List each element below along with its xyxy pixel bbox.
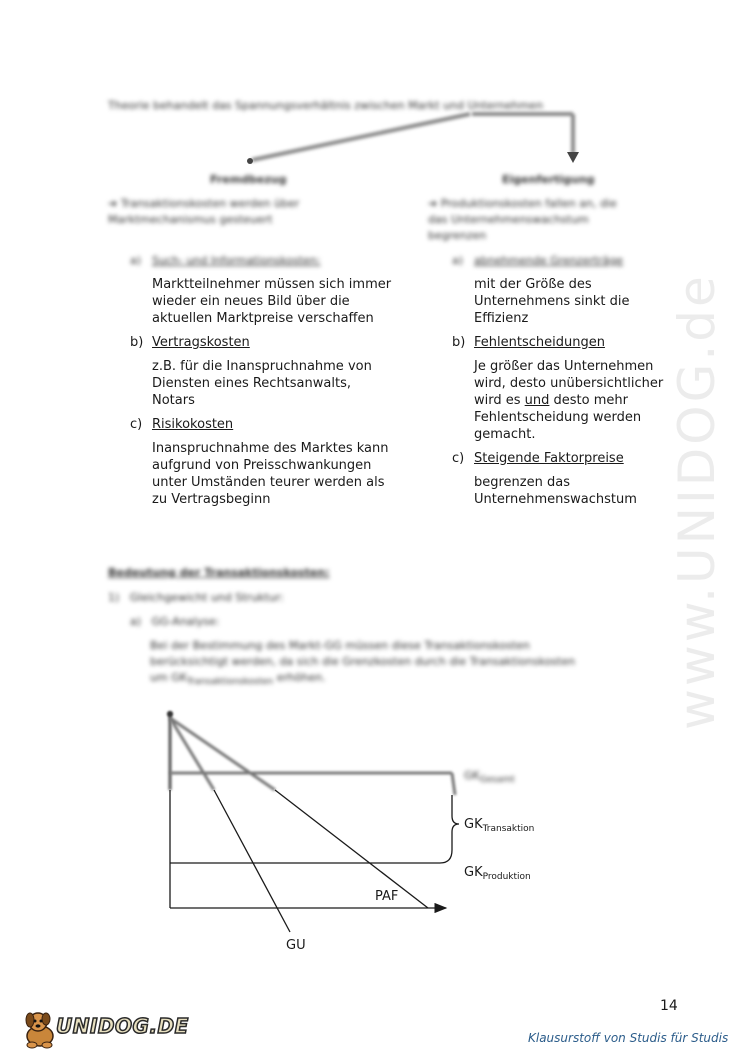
right-item-c-body-2: Unternehmenswachstum: [474, 492, 637, 507]
right-item-b-body-3: wird es und desto mehr: [474, 393, 628, 408]
left-arrow-text-1: ➔ Transaktionskosten werden über: [108, 197, 300, 210]
left-item-b-marker: b): [130, 335, 144, 350]
right-item-c-title: Steigende Faktorpreise: [474, 451, 624, 466]
watermark: www.UNIDOG.de: [668, 273, 726, 730]
right-item-c-marker: c): [452, 451, 465, 466]
right-item-b-marker: b): [452, 335, 466, 350]
left-item-c-body-4: zu Vertragsbeginn: [152, 492, 271, 507]
cost-diagram: [0, 700, 750, 960]
transaction-bracket: [440, 795, 459, 863]
page-number: 14: [660, 998, 678, 1014]
bracket-top: [452, 773, 455, 795]
right-item-b-title: Fehlentscheidungen: [474, 335, 605, 350]
left-item-c-title: Risikokosten: [152, 417, 234, 432]
right-heading: Eigenfertigung: [502, 173, 595, 186]
footer-slogan: Klausurstoff von Studis für Studis: [528, 1031, 729, 1045]
right-item-b-body-5: gemacht.: [474, 427, 536, 442]
label-paf: PAF: [375, 889, 399, 904]
header-sentence: Theorie behandelt das Spannungsverhältnis zwischen Markt und Unternehmen: [108, 99, 544, 112]
right-item-b-body-1: Je größer das Unternehmen: [474, 359, 654, 374]
section-sub1: 1) Gleichgewicht und Struktur:: [108, 591, 284, 604]
left-heading: Fremdbezug: [210, 173, 287, 186]
left-item-c-body-3: unter Umständen teurer werden als: [152, 475, 385, 490]
right-item-c-body-1: begrenzen das: [474, 475, 570, 490]
left-item-b-title: Vertragskosten: [152, 335, 250, 350]
left-item-c-body-1: Inanspruchnahme des Marktes kann: [152, 441, 389, 456]
right-item-b-body-4: Fehlentscheidung werden: [474, 410, 642, 425]
paf-line: [275, 790, 428, 908]
right-item-a-body-2: Unternehmens sinkt die: [474, 294, 630, 309]
left-item-b-body-3: Notars: [152, 393, 195, 408]
left-item-b-body-1: z.B. für die Inanspruchnahme von: [152, 359, 372, 374]
header-arrows: [0, 0, 750, 200]
right-item-a-title: abnehmende Grenzerträge: [474, 254, 624, 267]
right-arrow-text-3: begrenzen: [428, 229, 487, 242]
section-sub2: a) GG-Analyse:: [130, 615, 220, 628]
left-item-b-body-2: Diensten eines Rechtsanwalts,: [152, 376, 351, 391]
dog-logo-icon: [20, 1008, 60, 1050]
left-item-a-marker: a): [130, 254, 142, 267]
label-gk-transaktion: $GK_{Transaktion}$: [464, 817, 535, 834]
left-item-a-body-2: wieder ein neues Bild über die: [152, 294, 350, 309]
left-item-c-marker: c): [130, 417, 143, 432]
label-gk-produktion: $GK_{Produktion}$: [464, 865, 531, 882]
left-item-a-title: Such- und Informationskosten:: [152, 254, 321, 267]
logo-text: UNIDOG.DE: [56, 1014, 189, 1038]
left-arrow-text-2: Marktmechanismus gesteuert: [108, 213, 273, 226]
right-item-a-body-1: mit der Größe des: [474, 277, 592, 292]
section-para-2: berücksichtigt werden, da sich die Grenzkosten durch die Transaktionskosten: [150, 655, 576, 668]
right-arrow-text-1: ➔ Produktionskosten fallen an, die: [428, 197, 617, 210]
label-gu: GU: [286, 938, 306, 953]
label-gk-gesamt: $GK_{Gesamt}$: [464, 769, 515, 785]
gu-line: [214, 790, 290, 932]
section-para-3: um $GK_{Transaktionskosten}$ erhöhen.: [150, 671, 326, 687]
section-heading: Bedeutung der Transaktionskosten:: [108, 566, 330, 579]
right-arrow-text-2: das Unternehmenswachstum: [428, 213, 589, 226]
left-item-c-body-2: aufgrund von Preisschwankungen: [152, 458, 372, 473]
left-item-a-body-1: Marktteilnehmer müssen sich immer: [152, 277, 392, 292]
right-item-a-marker: a): [452, 254, 464, 267]
right-item-a-body-3: Effizienz: [474, 311, 529, 326]
right-item-b-body-2: wird, desto unübersichtlicher: [474, 376, 664, 391]
left-item-a-body-3: aktuellen Marktpreise verschaffen: [152, 311, 374, 326]
paf-top: [170, 718, 275, 790]
section-para-1: Bei der Bestimmung des Markt-GG müssen diese Transaktionskosten: [150, 639, 530, 652]
gu-top: [170, 718, 214, 790]
